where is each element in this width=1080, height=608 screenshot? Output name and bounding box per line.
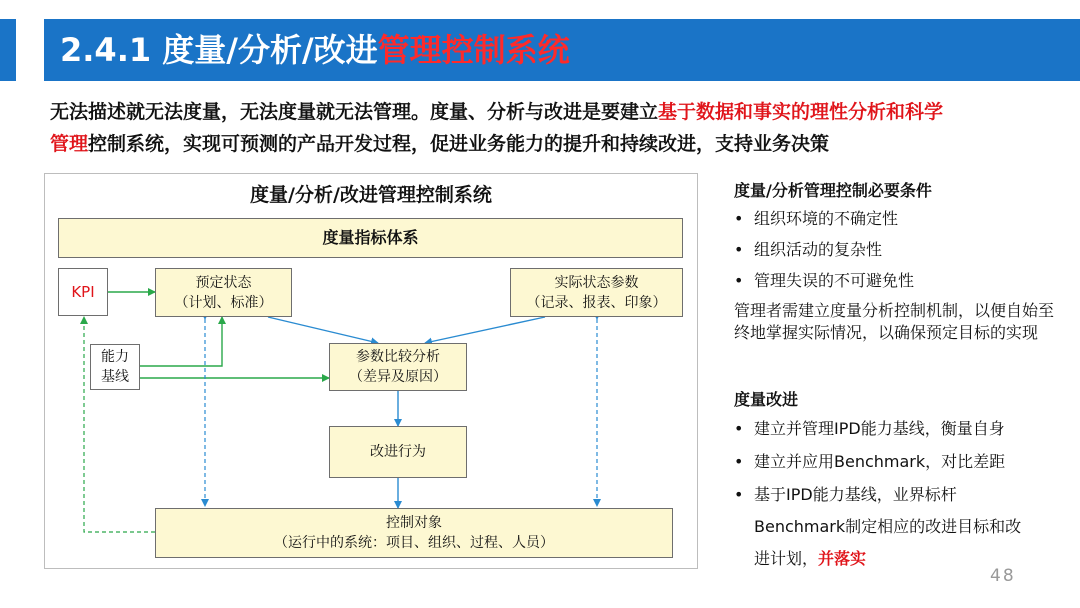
control-object-box [155,508,673,558]
comparison-line2: （差异及原因） [349,369,447,385]
metric-system-label: 度量指标体系 [322,228,419,247]
comparison-line1: 参数比较分析 [356,349,440,365]
sidebar-bullet-text: 组织环境的不确定性 [754,209,899,228]
capability-baseline-box [90,344,140,390]
sidebar-bullet: • 组织环境的不确定性 [734,209,899,228]
planned-state-line1: 预定状态 [195,274,252,291]
metric-system-box [58,218,683,258]
capability-baseline-line1: 能力 [101,349,129,365]
planned-state-box [155,268,292,317]
sidebar-bullet: • 管理失误的不可避免性 [734,271,915,290]
kpi-box [58,268,108,316]
comparison-box [329,343,467,391]
capability-baseline-line2: 基线 [101,369,129,385]
intro-line2-red: 管理 [50,133,89,155]
sidebar-bullet-continuation: Benchmark制定相应的改进目标和改 [754,517,1022,536]
sidebar-section1-paragraph: 管理者需建立度量分析控制机制，以便自始至终地掌握实际情况，以确保预定目标的实现 [734,301,1055,342]
sidebar-section1-title: 度量/分析管理控制必要条件 [734,181,932,200]
kpi-label: KPI [71,283,95,301]
title-highlight: 管理控制系统 [377,31,570,69]
intro-line1-text: 无法描述就无法度量，无法度量就无法管理。度量、分析与改进是要建立 [50,101,659,123]
actual-state-box [510,268,683,317]
sidebar-bullet: • 组织活动的复杂性 [734,240,883,259]
sidebar-bullet: • 建立并管理IPD能力基线，衡量自身 [734,419,1005,438]
sidebar-bullet-text: 管理失误的不可避免性 [754,271,915,290]
sidebar-cont2-text: 进计划， [754,549,819,568]
page-title [60,28,570,72]
diagram-title: 度量/分析/改进管理控制系统 [250,184,492,206]
sidebar-bullet-text: 建立并应用Benchmark，对比差距 [754,452,1006,471]
improvement-label: 改进行为 [370,444,426,460]
control-object-line2: （运行中的系统：项目、组织、过程、人员） [274,535,554,551]
actual-state-line1: 实际状态参数 [554,274,639,291]
sidebar-bullet: • 建立并应用Benchmark，对比差距 [734,452,1006,471]
improvement-box [329,426,467,478]
sidebar-bullet-text: 建立并管理IPD能力基线，衡量自身 [754,419,1005,438]
actual-state-line2: （记录、报表、印象） [526,294,667,311]
sidebar-cont2-red: 并落实 [818,549,867,568]
sidebar-bullet-continuation-2 [754,548,866,570]
sidebar-section2-title: 度量改进 [734,390,799,409]
title-prefix: 2.4.1 度量/分析/改进 [60,31,378,69]
intro-line-1 [50,98,943,126]
intro-line2-text: 控制系统，实现可预测的产品开发过程，促进业务能力的提升和持续改进，支持业务决策 [88,133,830,155]
sidebar-bullet: • 基于IPD能力基线，业界标杆 [734,485,957,504]
page-number: 48 [990,566,1016,586]
control-object-line1: 控制对象 [386,515,442,531]
sidebar-bullet-text: 组织活动的复杂性 [754,240,883,259]
sidebar-bullet-text: 基于IPD能力基线，业界标杆 [754,485,957,504]
intro-line-2 [50,130,829,158]
planned-state-line2: （计划、标准） [174,294,273,311]
title-accent-bar [0,19,16,81]
intro-line1-red: 基于数据和事实的理性分析和科学 [658,101,944,123]
